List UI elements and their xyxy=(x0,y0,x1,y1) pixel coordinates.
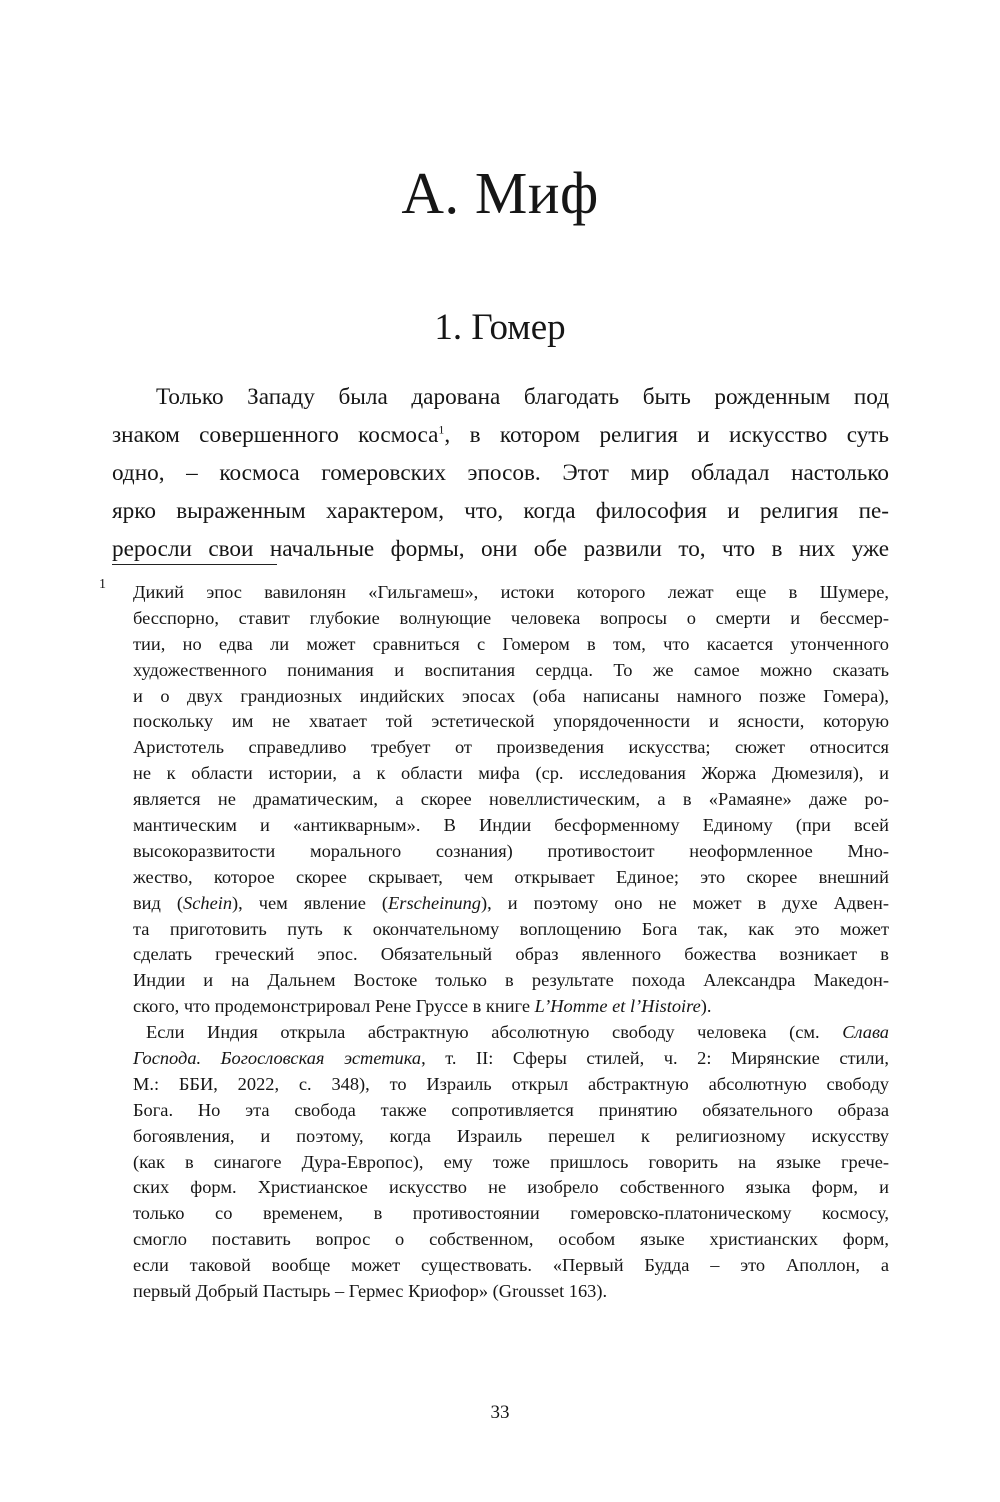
footnote-line: вид (Schein), чем явление (Erscheinung), и поэтому оно не может в духе Адвен- xyxy=(133,892,889,913)
footnote-number: 1 xyxy=(99,577,106,592)
footnote-line: Господа. Богословская эстетика, т. II: Сферы стилей, ч. 2: Мирянские стили, xyxy=(133,1048,889,1069)
footnote-line: богоявления, и поэтому, когда Израиль перешел к религиозному искусству xyxy=(133,1125,889,1146)
footnote-line: бесспорно, ставит глубокие волнующие человека вопросы о смерти и бессмер- xyxy=(133,607,889,628)
footnote-line: ских форм. Христианское искусство не изобрело собственного языка форм, и xyxy=(133,1177,889,1198)
footnote-line: не к области истории, а к области мифа (ср. исследования Жоржа Дюмезиля), и xyxy=(133,763,889,784)
section-title: 1. Гомер xyxy=(434,307,566,348)
footnote-line: Бога. Но эта свобода также сопротивляется принятию обязательного образа xyxy=(133,1099,889,1120)
footnote xyxy=(133,580,889,1305)
body-paragraph xyxy=(112,378,889,568)
footnote-line: художественного понимания и воспитания сердца. То же самое можно сказать xyxy=(133,659,889,680)
footnote-line: если таковой вообще может существовать. «Первый Будда – это Аполлон, а xyxy=(133,1255,889,1276)
footnote-line: Дикий эпос вавилонян «Гильгамеш», истоки которого лежат еще в Шумере, xyxy=(133,582,889,602)
body-line: знаком совершенного космоса$^1$, в котором религия и искусство суть xyxy=(112,422,889,448)
footnote-line: тии, но едва ли может сравниться с Гомером в том, что касается утонченного xyxy=(133,633,889,654)
body-line: реросли свои начальные формы, они обе развили то, что в них уже xyxy=(112,536,889,562)
footnote-line: жество, которое скорее скрывает, чем открывает Единое; это скорее внешний xyxy=(133,866,889,887)
footnote-line: (как в синагоге Дура-Европос), ему тоже пришлось говорить на языке грече- xyxy=(133,1151,889,1172)
footnote-line: смогло поставить вопрос о собственном, особом языке христианских форм, xyxy=(133,1229,889,1250)
footnote-reference: 1 xyxy=(438,422,445,437)
footnote-line: ского, что продемонстрировал Рене Груссе в книге L’Homme et l’Histoire). xyxy=(133,996,712,1017)
page-number: 33 xyxy=(490,1402,510,1423)
body-line: одно, – космоса гомеровских эпосов. Этот мир обладал настолько xyxy=(112,460,889,486)
footnote-line: та приготовить путь к окончательному воплощению Бога так, как это может xyxy=(133,918,889,939)
footnote-line: мантическим и «антикварным». В Индии бесформенному Единому (при всей xyxy=(133,815,889,836)
footnote-line: и о двух грандиозных индийских эпосах (оба написаны намного позже Гомера), xyxy=(133,685,889,706)
footnote-line: поскольку им не хватает той эстетической упорядоченности и ясности, которую xyxy=(133,711,889,732)
footnote-divider xyxy=(112,564,277,565)
chapter-title: А. Миф xyxy=(401,160,599,226)
footnote-line: первый Добрый Пастырь – Гермес Криофор» (Grousset 163). xyxy=(133,1281,608,1302)
footnote-line: Индии и на Дальнем Востоке только в результате похода Александра Македон- xyxy=(133,970,889,991)
body-line: ярко выраженным характером, что, когда философия и религия пе- xyxy=(112,498,889,524)
footnote-line: высокоразвитости морального сознания) противостоит неоформленное Мно- xyxy=(133,840,889,861)
footnote-line: Аристотель справедливо требует от произведения искусства; сюжет относится xyxy=(133,737,889,758)
footnote-line: сделать греческий эпос. Обязательный образ явленного божества возникает в xyxy=(133,944,889,965)
footnote-line: только со временем, в противостоянии гомеровско-платоническому космосу, xyxy=(133,1203,889,1224)
footnote-line: М.: ББИ, 2022, с. 348), то Израиль открыл абстрактную абсолютную свободу xyxy=(133,1073,889,1094)
body-line: Только Западу была дарована благодать быть рожденным под xyxy=(156,384,889,410)
footnote-line: является не драматическим, а скорее новеллистическим, а в «Рамаяне» даже ро- xyxy=(133,789,889,810)
footnote-line: Если Индия открыла абстрактную абсолютную свободу человека (см. Слава xyxy=(146,1022,889,1043)
